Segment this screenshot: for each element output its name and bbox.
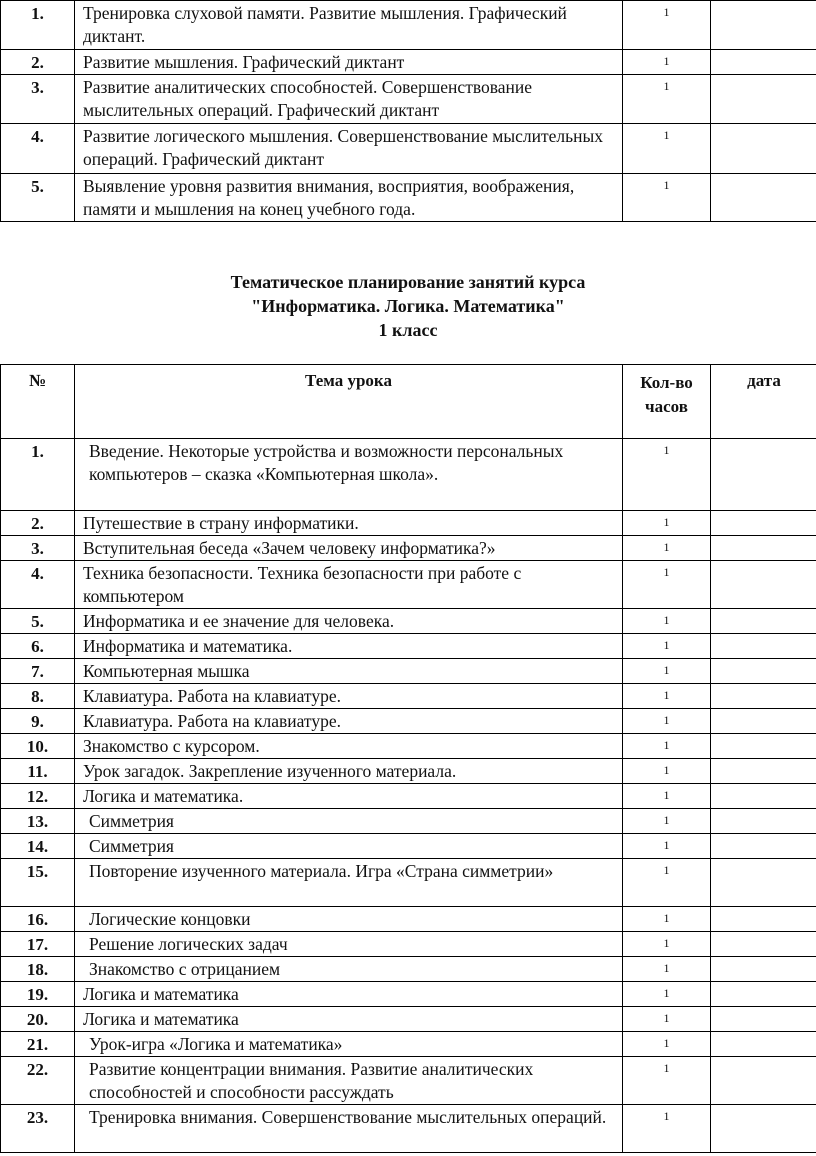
row-date [711, 50, 816, 75]
row-date [711, 561, 816, 609]
row-number: 4. [1, 124, 75, 174]
row-date [711, 957, 816, 982]
heading-line-1: Тематическое планирование занятий курса [230, 272, 586, 292]
row-number: 4. [1, 561, 75, 609]
row-date [711, 1032, 816, 1057]
table-row [1, 1007, 816, 1032]
row-number: 10. [1, 734, 75, 759]
heading-line-2: "Информатика. Логика. Математика" [251, 296, 565, 316]
table-row [1, 124, 816, 174]
row-date [711, 684, 816, 709]
row-number: 12. [1, 784, 75, 809]
row-topic: Тренировка внимания. Совершенствование мыслительных операций. [75, 1105, 623, 1153]
row-date [711, 174, 816, 222]
row-date [711, 1105, 816, 1153]
row-date [711, 124, 816, 174]
row-date [711, 511, 816, 536]
row-hours: 1 [623, 1057, 711, 1105]
row-hours: 1 [623, 511, 711, 536]
table-row [1, 859, 816, 907]
row-hours: 1 [623, 50, 711, 75]
row-date [711, 907, 816, 932]
row-hours: 1 [623, 659, 711, 684]
row-number: 5. [1, 609, 75, 634]
row-topic: Логика и математика [75, 982, 623, 1007]
row-topic: Клавиатура. Работа на клавиатуре. [75, 684, 623, 709]
row-topic: Логические концовки [75, 907, 623, 932]
row-date [711, 659, 816, 684]
header-topic: Тема урока [75, 365, 623, 439]
row-topic: Решение логических задач [75, 932, 623, 957]
row-topic: Знакомство с курсором. [75, 734, 623, 759]
row-date [711, 859, 816, 907]
row-number: 2. [1, 511, 75, 536]
row-hours: 1 [623, 1032, 711, 1057]
row-number: 14. [1, 834, 75, 859]
row-number: 13. [1, 809, 75, 834]
row-hours: 1 [623, 759, 711, 784]
row-topic: Введение. Некоторые устройства и возможности персональных компьютеров – сказка «Компьютерная школа». [75, 439, 623, 511]
row-hours: 1 [623, 634, 711, 659]
row-date [711, 982, 816, 1007]
row-topic: Клавиатура. Работа на клавиатуре. [75, 709, 623, 734]
row-topic: Развитие аналитических способностей. Совершенствование мыслительных операций. Графический диктант [75, 75, 623, 124]
row-number: 6. [1, 634, 75, 659]
row-number: 5. [1, 174, 75, 222]
table-row [1, 932, 816, 957]
row-number: 3. [1, 536, 75, 561]
table-row [1, 982, 816, 1007]
table-row [1, 957, 816, 982]
row-date [711, 609, 816, 634]
row-hours: 1 [623, 439, 711, 511]
row-date [711, 734, 816, 759]
row-number: 9. [1, 709, 75, 734]
row-number: 21. [1, 1032, 75, 1057]
row-hours: 1 [623, 932, 711, 957]
row-number: 8. [1, 684, 75, 709]
table-row [1, 907, 816, 932]
row-topic: Развитие концентрации внимания. Развитие аналитических способностей и способности рассуждать [75, 1057, 623, 1105]
row-hours: 1 [623, 734, 711, 759]
row-hours: 1 [623, 1, 711, 50]
row-number: 18. [1, 957, 75, 982]
row-topic: Путешествие в страну информатики. [75, 511, 623, 536]
row-topic: Логика и математика. [75, 784, 623, 809]
row-number: 16. [1, 907, 75, 932]
row-date [711, 932, 816, 957]
table-row [1, 684, 816, 709]
row-hours: 1 [623, 609, 711, 634]
row-number: 22. [1, 1057, 75, 1105]
header-row [1, 365, 816, 439]
row-hours: 1 [623, 1105, 711, 1153]
table-row [1, 75, 816, 124]
row-hours: 1 [623, 784, 711, 809]
row-topic: Информатика и ее значение для человека. [75, 609, 623, 634]
row-hours: 1 [623, 809, 711, 834]
row-number: 19. [1, 982, 75, 1007]
row-topic: Урок загадок. Закрепление изученного материала. [75, 759, 623, 784]
row-number: 20. [1, 1007, 75, 1032]
row-date [711, 809, 816, 834]
table-row [1, 634, 816, 659]
row-hours: 1 [623, 124, 711, 174]
row-date [711, 634, 816, 659]
row-hours: 1 [623, 709, 711, 734]
row-hours: 1 [623, 859, 711, 907]
header-num: № [1, 365, 75, 439]
row-date [711, 709, 816, 734]
row-number: 1. [1, 1, 75, 50]
row-hours: 1 [623, 684, 711, 709]
heading-line-3: 1 класс [378, 320, 438, 340]
table-row [1, 834, 816, 859]
row-hours: 1 [623, 834, 711, 859]
table-row [1, 50, 816, 75]
table-row [1, 609, 816, 634]
row-topic: Компьютерная мышка [75, 659, 623, 684]
row-date [711, 834, 816, 859]
row-number: 17. [1, 932, 75, 957]
row-date [711, 784, 816, 809]
table-row [1, 174, 816, 222]
top-table [0, 0, 816, 222]
table-row [1, 511, 816, 536]
row-topic: Техника безопасности. Техника безопасности при работе с компьютером [75, 561, 623, 609]
row-number: 3. [1, 75, 75, 124]
row-topic: Информатика и математика. [75, 634, 623, 659]
table-row [1, 1, 816, 50]
table-row [1, 1032, 816, 1057]
header-hours: Кол-во часов [623, 365, 711, 439]
row-topic: Вступительная беседа «Зачем человеку информатика?» [75, 536, 623, 561]
row-topic: Тренировка слуховой памяти. Развитие мышления. Графический диктант. [75, 1, 623, 50]
row-topic: Повторение изученного материала. Игра «Страна симметрии» [75, 859, 623, 907]
row-number: 23. [1, 1105, 75, 1153]
table-row [1, 1105, 816, 1153]
table-row [1, 784, 816, 809]
table-row [1, 439, 816, 511]
table-row [1, 536, 816, 561]
table-row [1, 659, 816, 684]
row-topic: Симметрия [75, 834, 623, 859]
row-date [711, 1, 816, 50]
row-hours: 1 [623, 75, 711, 124]
main-table [0, 364, 816, 1153]
row-number: 15. [1, 859, 75, 907]
row-number: 2. [1, 50, 75, 75]
table-row [1, 809, 816, 834]
table-row [1, 759, 816, 784]
row-hours: 1 [623, 982, 711, 1007]
table-row [1, 561, 816, 609]
row-topic: Выявление уровня развития внимания, восприятия, воображения, памяти и мышления на конец учебного года. [75, 174, 623, 222]
row-number: 7. [1, 659, 75, 684]
row-date [711, 759, 816, 784]
row-hours: 1 [623, 561, 711, 609]
row-hours: 1 [623, 536, 711, 561]
row-topic: Логика и математика [75, 1007, 623, 1032]
row-number: 1. [1, 439, 75, 511]
table-row [1, 734, 816, 759]
row-topic: Симметрия [75, 809, 623, 834]
row-hours: 1 [623, 1007, 711, 1032]
row-hours: 1 [623, 907, 711, 932]
row-topic: Развитие мышления. Графический диктант [75, 50, 623, 75]
row-hours: 1 [623, 957, 711, 982]
row-hours: 1 [623, 174, 711, 222]
row-topic: Знакомство с отрицанием [75, 957, 623, 982]
table-row [1, 1057, 816, 1105]
row-topic: Урок-игра «Логика и математика» [75, 1032, 623, 1057]
row-date [711, 536, 816, 561]
table-row [1, 709, 816, 734]
row-topic: Развитие логического мышления. Совершенствование мыслительных операций. Графический диктант [75, 124, 623, 174]
header-date: дата [711, 365, 816, 439]
row-number: 11. [1, 759, 75, 784]
row-date [711, 75, 816, 124]
row-date [711, 1057, 816, 1105]
row-date [711, 1007, 816, 1032]
row-date [711, 439, 816, 511]
